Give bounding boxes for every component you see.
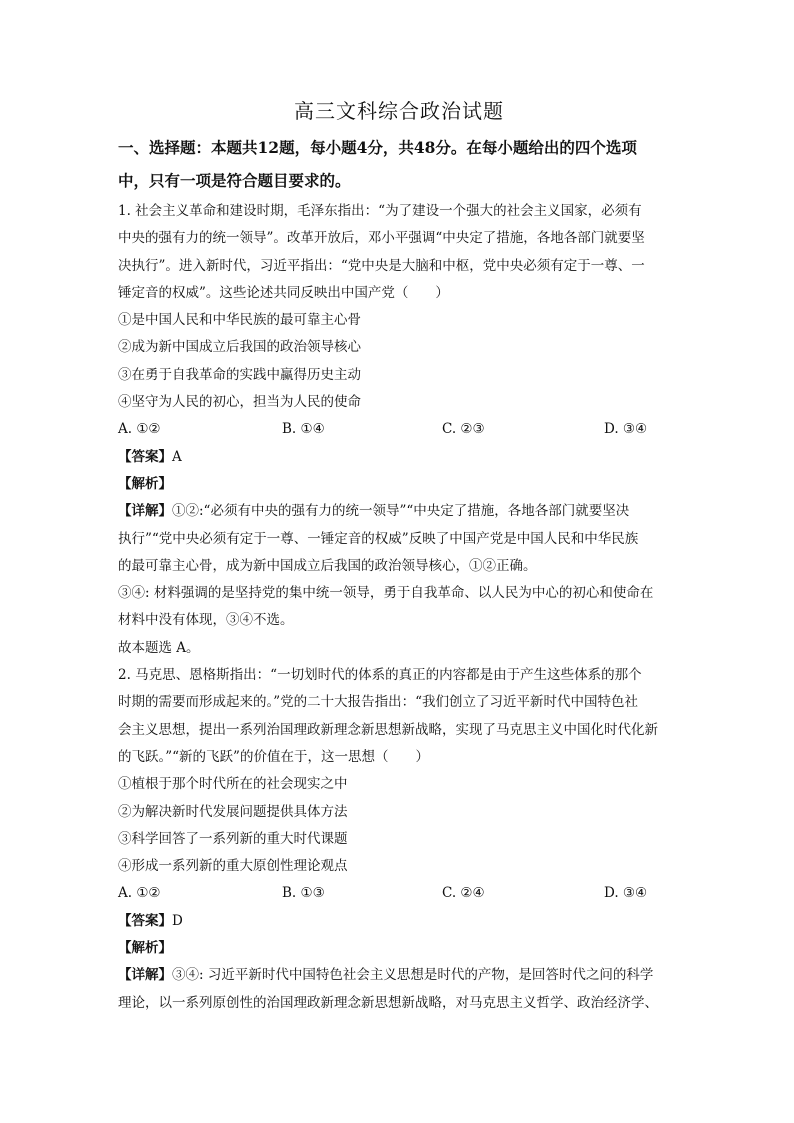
statement-item: ①植根于那个时代所在的社会现实之中: [118, 776, 348, 793]
option-c: C. ②③: [442, 421, 485, 438]
option-b: B. ①④: [282, 421, 325, 438]
detail-label: 【详解】: [118, 503, 172, 520]
answer-label: 【答案】: [118, 912, 172, 929]
answer-value: D: [172, 912, 183, 929]
detail-text: ①②:“必须有中央的强有力的统一领导”“中央定了措施，各地各部门就要坚决: [172, 503, 630, 520]
answer-value: A: [172, 448, 182, 465]
detail-line: 故本题选 A。: [118, 639, 200, 656]
detail-line: ③④: 材料强调的是坚持党的集中统一领导，勇于自我革命、以人民为中心的初心和使命在: [118, 585, 654, 602]
section-heading: [118, 132, 680, 196]
question-1: [118, 198, 680, 662]
statement-item: ②成为新中国成立后我国的政治领导核心: [118, 339, 361, 356]
detail-line: [118, 962, 680, 989]
question-stem-line: 会主义思想，提出一系列治国理政新理念新思想新战略，实现了马克思主义中国化时代化新: [118, 721, 658, 738]
detail-line: [118, 498, 680, 525]
question-stem-line: 1. 社会主义革命和建设时期，毛泽东指出：“为了建设一个强大的社会主义国家，必须有: [118, 203, 642, 219]
detail-text: ③④: 习近平新时代中国特色社会主义思想是时代的产物，是回答时代之问的科学: [172, 967, 654, 984]
detail-label: 【详解】: [118, 967, 172, 984]
section-heading-line-2: 中，只有一项是符合题目要求的。: [118, 171, 351, 190]
answer-label: 【答案】: [118, 448, 172, 465]
option-c: C. ②④: [442, 885, 485, 902]
page-title: 高三文科综合政治试题: [294, 99, 504, 123]
statement-item: ④坚守为人民的初心，担当为人民的使命: [118, 394, 361, 411]
question-2: [118, 662, 680, 1017]
analysis-label: 【解析】: [118, 940, 172, 957]
question-stem-line: 的飞跃。”“新的飞跃”的价值在于，这一思想（ ）: [118, 748, 429, 765]
answer-line: [118, 444, 680, 471]
detail-line: 的最可靠主心骨，成为新中国成立后我国的政治领导核心，①②正确。: [118, 557, 537, 574]
analysis-label: 【解析】: [118, 475, 172, 492]
option-a: A. ①②: [118, 421, 161, 438]
statement-item: ③在勇于自我革命的实践中赢得历史主动: [118, 366, 361, 383]
section-heading-line-1: 一、选择题：本题共12题，每小题4分，共48分。在每小题给出的四个选项: [118, 138, 637, 157]
statement-item: ②为解决新时代发展问题提供具体方法: [118, 803, 348, 820]
question-stem-line: 中央的强有力的统一领导”。改革开放后，邓小平强调“中央定了措施，各地各部门就要坚: [118, 230, 645, 247]
detail-line: 理论，以一系列原创性的治国理政新理念新思想新战略，对马克思主义哲学、政治经济学、: [118, 994, 658, 1011]
answer-options: [118, 416, 680, 443]
statement-item: ④形成一系列新的重大原创性理论观点: [118, 858, 348, 875]
statement-item: ①是中国人民和中华民族的最可靠主心骨: [118, 312, 361, 329]
detail-line: 材料中没有体现，③④不选。: [118, 612, 294, 629]
document-page: [118, 94, 680, 1017]
question-stem-line: 时期的需要而形成起来的。”党的二十大报告指出：“我们创立了习近平新时代中国特色社: [118, 694, 639, 711]
question-stem-line: 锤定音的权威”。这些论述共同反映出中国产党（ ）: [118, 284, 449, 301]
statement-item: ③科学回答了一系列新的重大时代课题: [118, 830, 348, 847]
answer-options: [118, 880, 680, 907]
option-b: B. ①③: [282, 885, 325, 902]
option-d: D. ③④: [604, 421, 648, 438]
question-stem-line: 决执行”。进入新时代，习近平指出：“党中央是大脑和中枢，党中央必须有定于一尊、一: [118, 257, 645, 274]
option-a: A. ①②: [118, 885, 161, 902]
answer-line: [118, 908, 680, 935]
question-stem-line: 2. 马克思、恩格斯指出：“一切划时代的体系的真正的内容都是由于产生这些体系的那个: [118, 667, 642, 684]
detail-line: 执行”“党中央必须有定于一尊、一锤定音的权威”反映了中国产党是中国人民和中华民族: [118, 530, 639, 547]
option-d: D. ③④: [604, 885, 648, 902]
